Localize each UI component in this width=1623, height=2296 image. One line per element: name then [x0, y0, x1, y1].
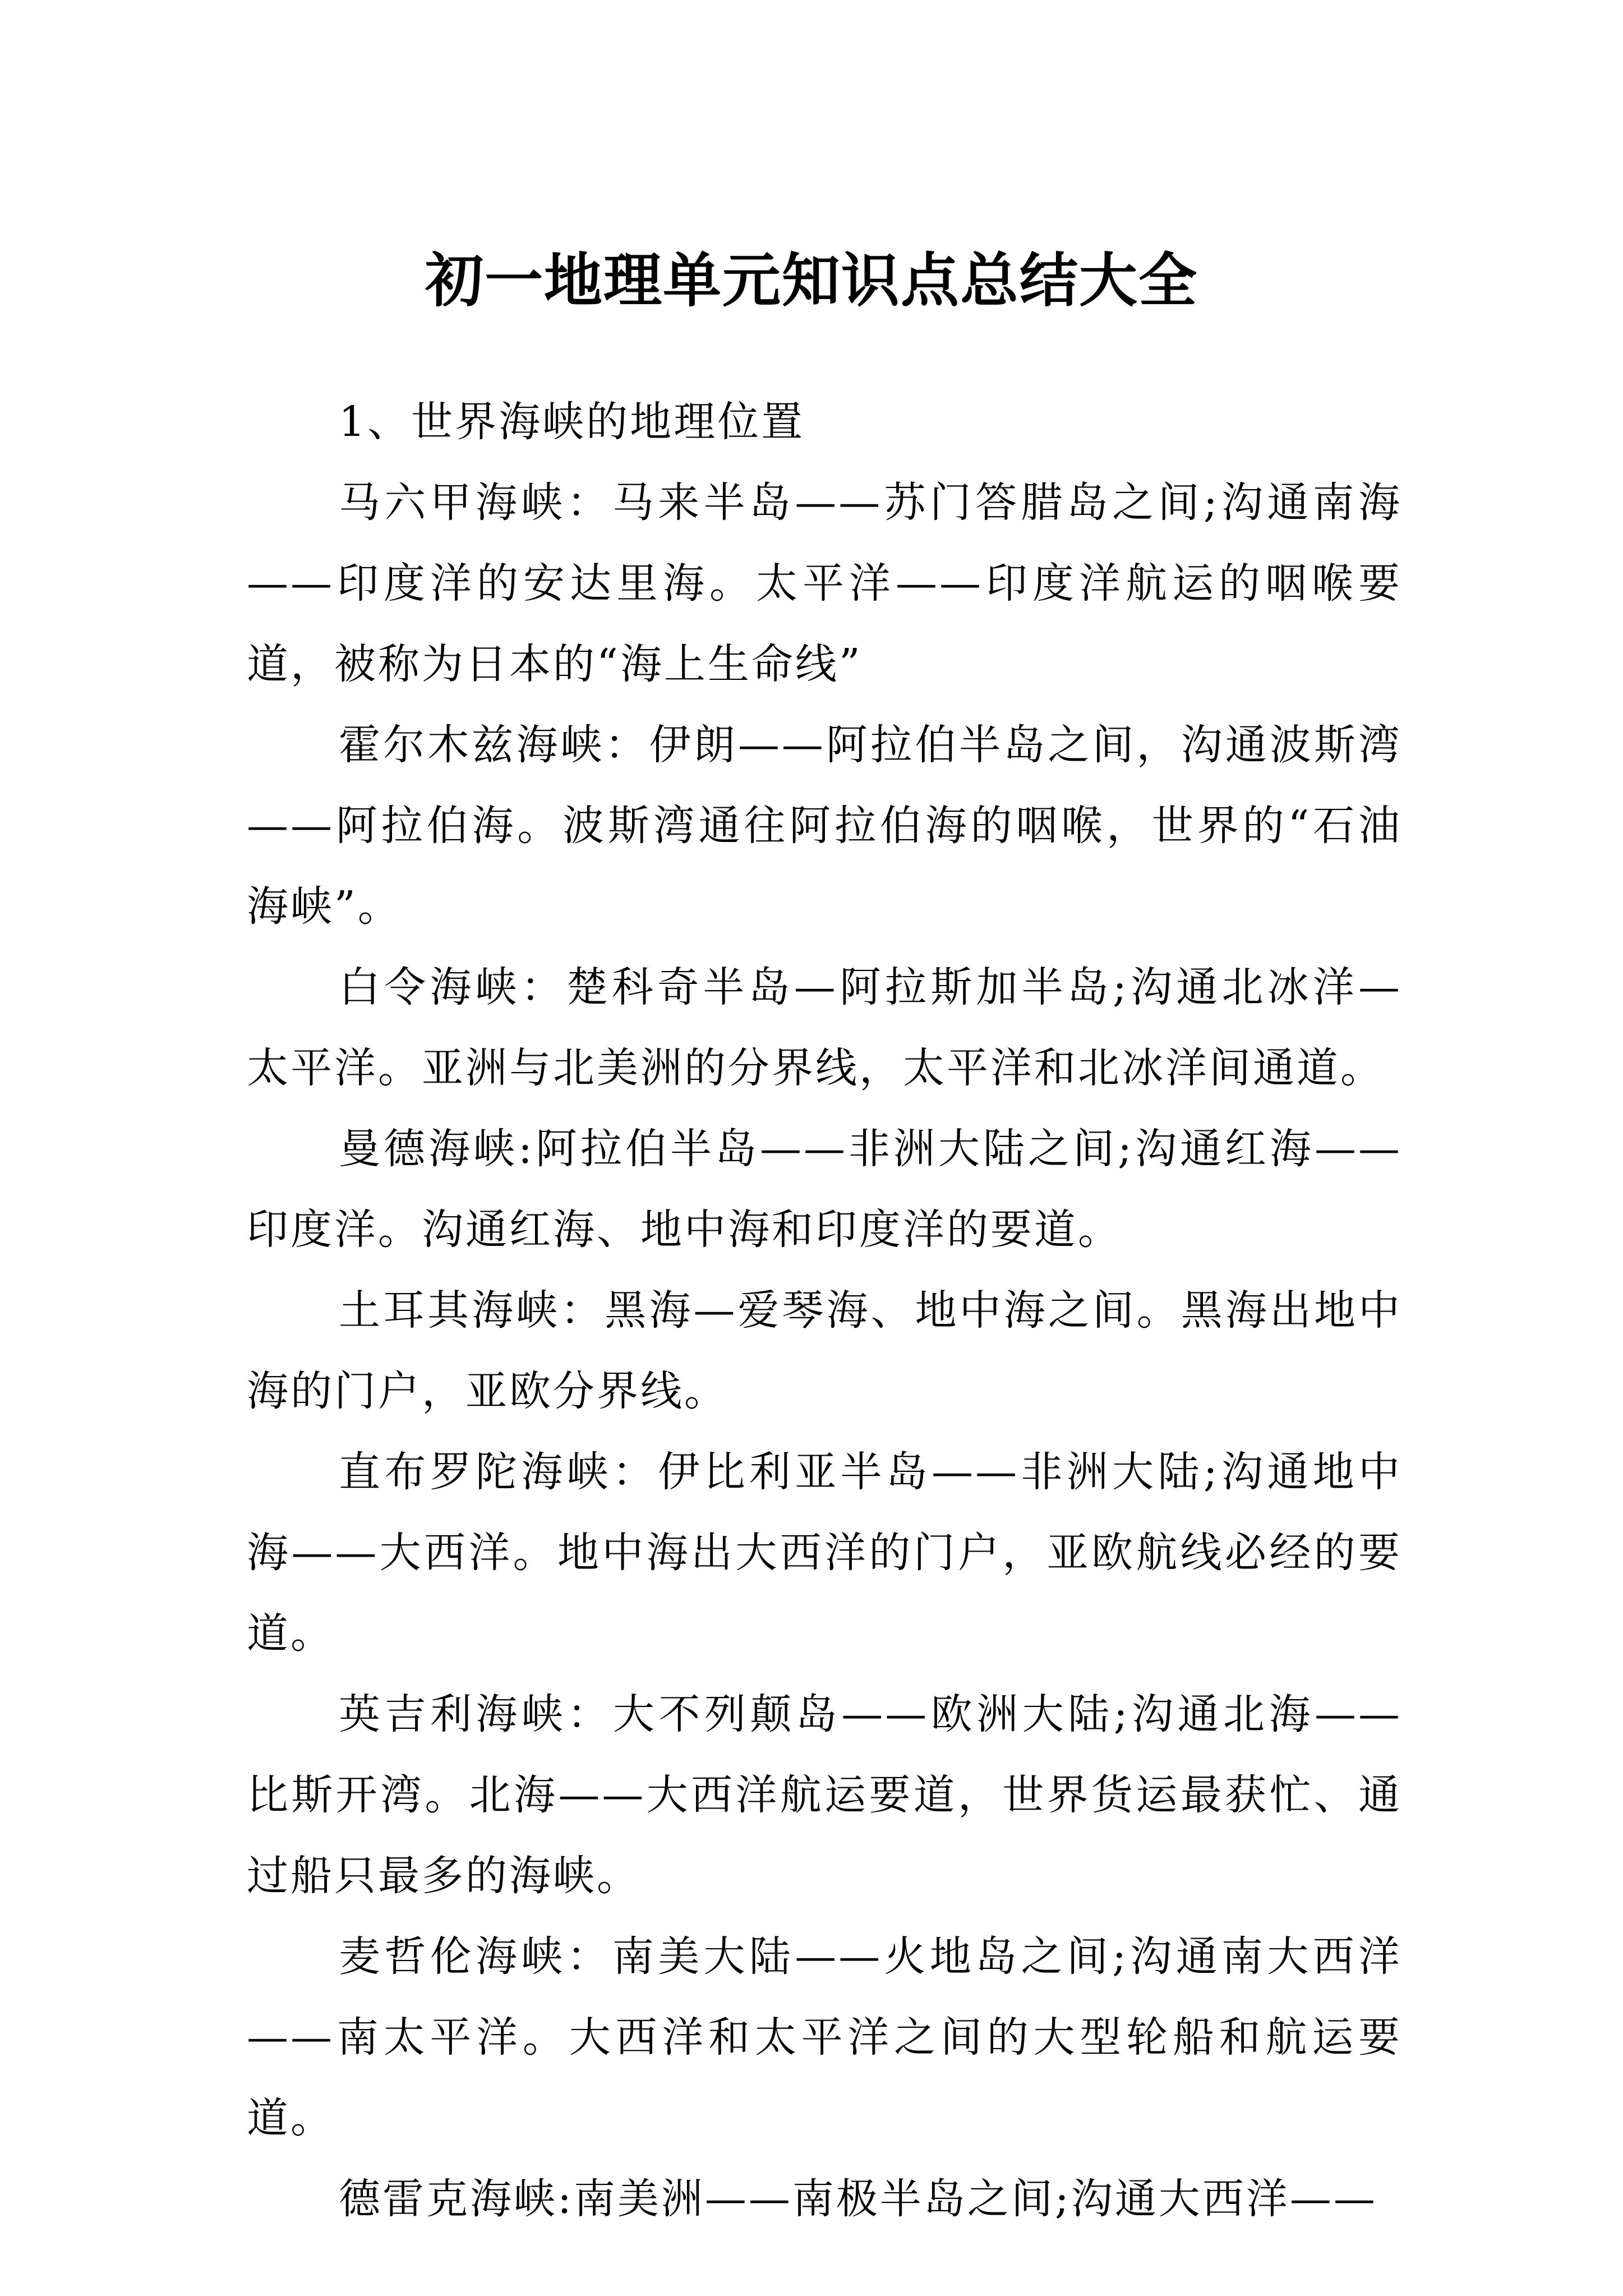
paragraph-gibraltar-strait: 直布罗陀海峡：伊比利亚半岛——非洲大陆;沟通地中海——大西洋。地中海出大西洋的门户，亚欧航线必经的要道。 [247, 1448, 1402, 1658]
paragraph-malacca-strait: 马六甲海峡：马来半岛——苏门答腊岛之间;沟通南海——印度洋的安达里海。太平洋——印度洋航运的咽喉要道，被称为日本的“海上生命线” [247, 478, 1402, 688]
section-heading: 1、世界海峡的地理位置 [339, 398, 805, 446]
paragraph-turkish-straits: 土耳其海峡：黑海—爱琴海、地中海之间。黑海出地中海的门户，亚欧分界线。 [247, 1286, 1402, 1415]
paragraph-bab-el-mandeb-strait: 曼德海峡:阿拉伯半岛——非洲大陆之间;沟通红海——印度洋。沟通红海、地中海和印度洋的要道。 [247, 1125, 1402, 1254]
paragraph-english-channel: 英吉利海峡：大不列颠岛——欧洲大陆;沟通北海——比斯开湾。北海——大西洋航运要道，世界货运最获忙、通过船只最多的海峡。 [247, 1690, 1402, 1900]
paragraph-magellan-strait: 麦哲伦海峡：南美大陆——火地岛之间;沟通南大西洋——南太平洋。大西洋和太平洋之间的大型轮船和航运要道。 [247, 1932, 1402, 2142]
paragraph-drake-passage: 德雷克海峡:南美洲——南极半岛之间;沟通大西洋—— [339, 2175, 1377, 2223]
paragraph-bering-strait: 白令海峡：楚科奇半岛—阿拉斯加半岛;沟通北冰洋—太平洋。亚洲与北美洲的分界线，太平洋和北冰洋间通道。 [247, 963, 1402, 1092]
page-title: 初一地理单元知识点总结大全 [425, 246, 1198, 315]
paragraph-hormuz-strait: 霍尔木兹海峡：伊朗——阿拉伯半岛之间，沟通波斯湾——阿拉伯海。波斯湾通往阿拉伯海的咽喉，世界的“石油海峡”。 [247, 721, 1402, 931]
document-body [247, 381, 1402, 2239]
